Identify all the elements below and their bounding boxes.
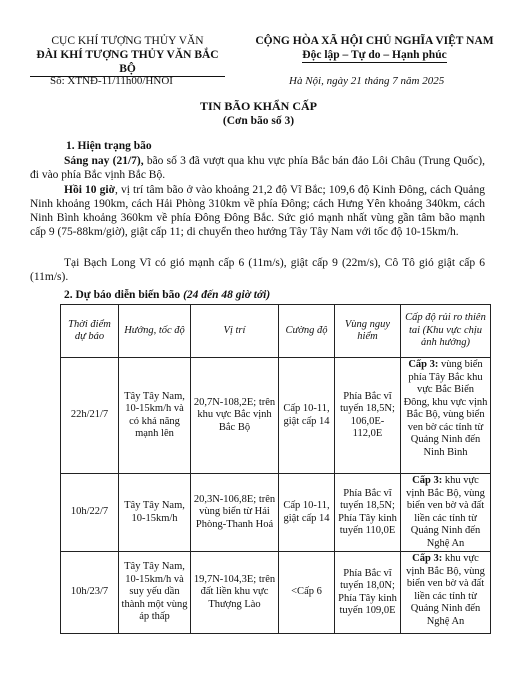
- cell-risk: Cấp 3: khu vực vịnh Bắc Bộ, vùng biển ven bờ và đất liền các tỉnh từ Quảng Ninh đến Nghệ An: [401, 474, 491, 552]
- cell-time: 22h/21/7: [61, 358, 119, 474]
- cell-intensity: <Cấp 6: [279, 552, 335, 634]
- cell-position: 19,7N-104,3E; trên đất liền khu vực Thượng Lào: [191, 552, 279, 634]
- cell-position: 20,3N-106,8E; trên vùng biển từ Hải Phòng-Thanh Hoá: [191, 474, 279, 552]
- header-direction: Hướng, tốc độ: [119, 305, 191, 358]
- section1-paragraph-2: Hồi 10 giờ, vị trí tâm bão ở vào khoảng 21,2 độ Vĩ Bắc; 109,6 độ Kinh Đông, cách Quảng Ninh khoảng 190km, cách Hải Phòng 310km về phía Đông; cách Hưng Yên khoảng 340km, cách Ninh Bình khoảng 360km về phía Đông Đông Bắc. Sức gió mạnh nhất vùng gần tâm bão mạnh cấp 9 (75-88km/giờ), giật cấp 11; di chuyển theo hướng Tây Tây Nam với tốc độ 10-15km/h.: [30, 184, 485, 238]
- document-title: TIN BÃO KHẨN CẤP: [199, 99, 317, 113]
- cell-risk: Cấp 3: vùng biển phía Tây Bắc khu vực Bắc Biển Đông, khu vực vịnh Bắc Bộ, vùng biển ven bờ các tỉnh từ Quảng Ninh đến Ninh Bình: [401, 358, 491, 474]
- cell-direction: Tây Tây Nam, 10-15km/h và suy yếu dần thành một vùng áp thấp: [119, 552, 191, 634]
- header-time: Thời điểm dự báo: [61, 305, 119, 358]
- cell-danger-zone: Phía Bắc vĩ tuyến 18,0N; Phía Tây kinh tuyến 109,0E: [335, 552, 401, 634]
- section2-heading: 2. Dự báo diễn biến bão (24 đến 48 giờ tới): [64, 289, 271, 301]
- national-motto: Độc lập – Tự do – Hạnh phúc: [302, 49, 447, 61]
- header-position: Vị trí: [191, 305, 279, 358]
- cell-intensity: Cấp 10-11, giật cấp 14: [279, 358, 335, 474]
- cell-risk: Cấp 3: khu vực vịnh Bắc Bộ, vùng biển ven bờ và đất liền các tỉnh từ Quảng Ninh đến Nghệ An: [401, 552, 491, 634]
- cell-direction: Tây Tây Nam, 10-15km/h và có khả năng mạnh lên: [119, 358, 191, 474]
- cell-time: 10h/22/7: [61, 474, 119, 552]
- header-risk-level: Cấp độ rủi ro thiên tai (Khu vực chịu ảnh hưởng): [401, 305, 491, 358]
- header-intensity: Cường độ: [279, 305, 335, 358]
- table-row: [61, 474, 491, 552]
- document-date: Hà Nội, ngày 21 tháng 7 năm 2025: [289, 75, 445, 87]
- national-title: CỘNG HÒA XÃ HỘI CHỦ NGHĨA VIỆT NAM: [255, 35, 494, 47]
- cell-intensity: Cấp 10-11, giật cấp 14: [279, 474, 335, 552]
- header-danger-zone: Vùng nguy hiểm: [335, 305, 401, 358]
- cell-direction: Tây Tây Nam, 10-15km/h: [119, 474, 191, 552]
- section1-paragraph-1: Sáng nay (21/7), bão số 3 đã vượt qua khu vực phía Bắc bán đảo Lôi Châu (Trung Quốc), đi vào phía Bắc vịnh Bắc Bộ.: [30, 155, 485, 181]
- cell-danger-zone: Phía Bắc vĩ tuyến 18,5N; 106,0E-112,0E: [335, 358, 401, 474]
- document-number: Số: XTNĐ-11/11h00/HNOI: [50, 75, 173, 87]
- section1-heading: 1. Hiện trạng bão: [66, 140, 152, 152]
- agency-header: [30, 34, 225, 77]
- table-header-row: [61, 305, 491, 358]
- agency-name: ĐÀI KHÍ TƯỢNG THỦY VĂN BẮC BỘ: [30, 48, 225, 77]
- national-header: [252, 34, 497, 63]
- cell-danger-zone: Phía Bắc vĩ tuyến 18,5N; Phía Tây kinh tuyến 110,0E: [335, 474, 401, 552]
- parent-agency: CỤC KHÍ TƯỢNG THỦY VĂN: [51, 35, 204, 47]
- section1-paragraph-3: Tại Bạch Long Vĩ có gió mạnh cấp 6 (11m/s), giật cấp 9 (22m/s), Cô Tô gió giật cấp 6 (11m/s).: [30, 257, 485, 283]
- document-subtitle: (Cơn bão số 3): [222, 115, 295, 127]
- cell-time: 10h/23/7: [61, 552, 119, 634]
- table-row: [61, 358, 491, 474]
- cell-position: 20,7N-108,2E; trên khu vực Bắc vịnh Bắc Bộ: [191, 358, 279, 474]
- forecast-table: [60, 304, 491, 634]
- table-row: [61, 552, 491, 634]
